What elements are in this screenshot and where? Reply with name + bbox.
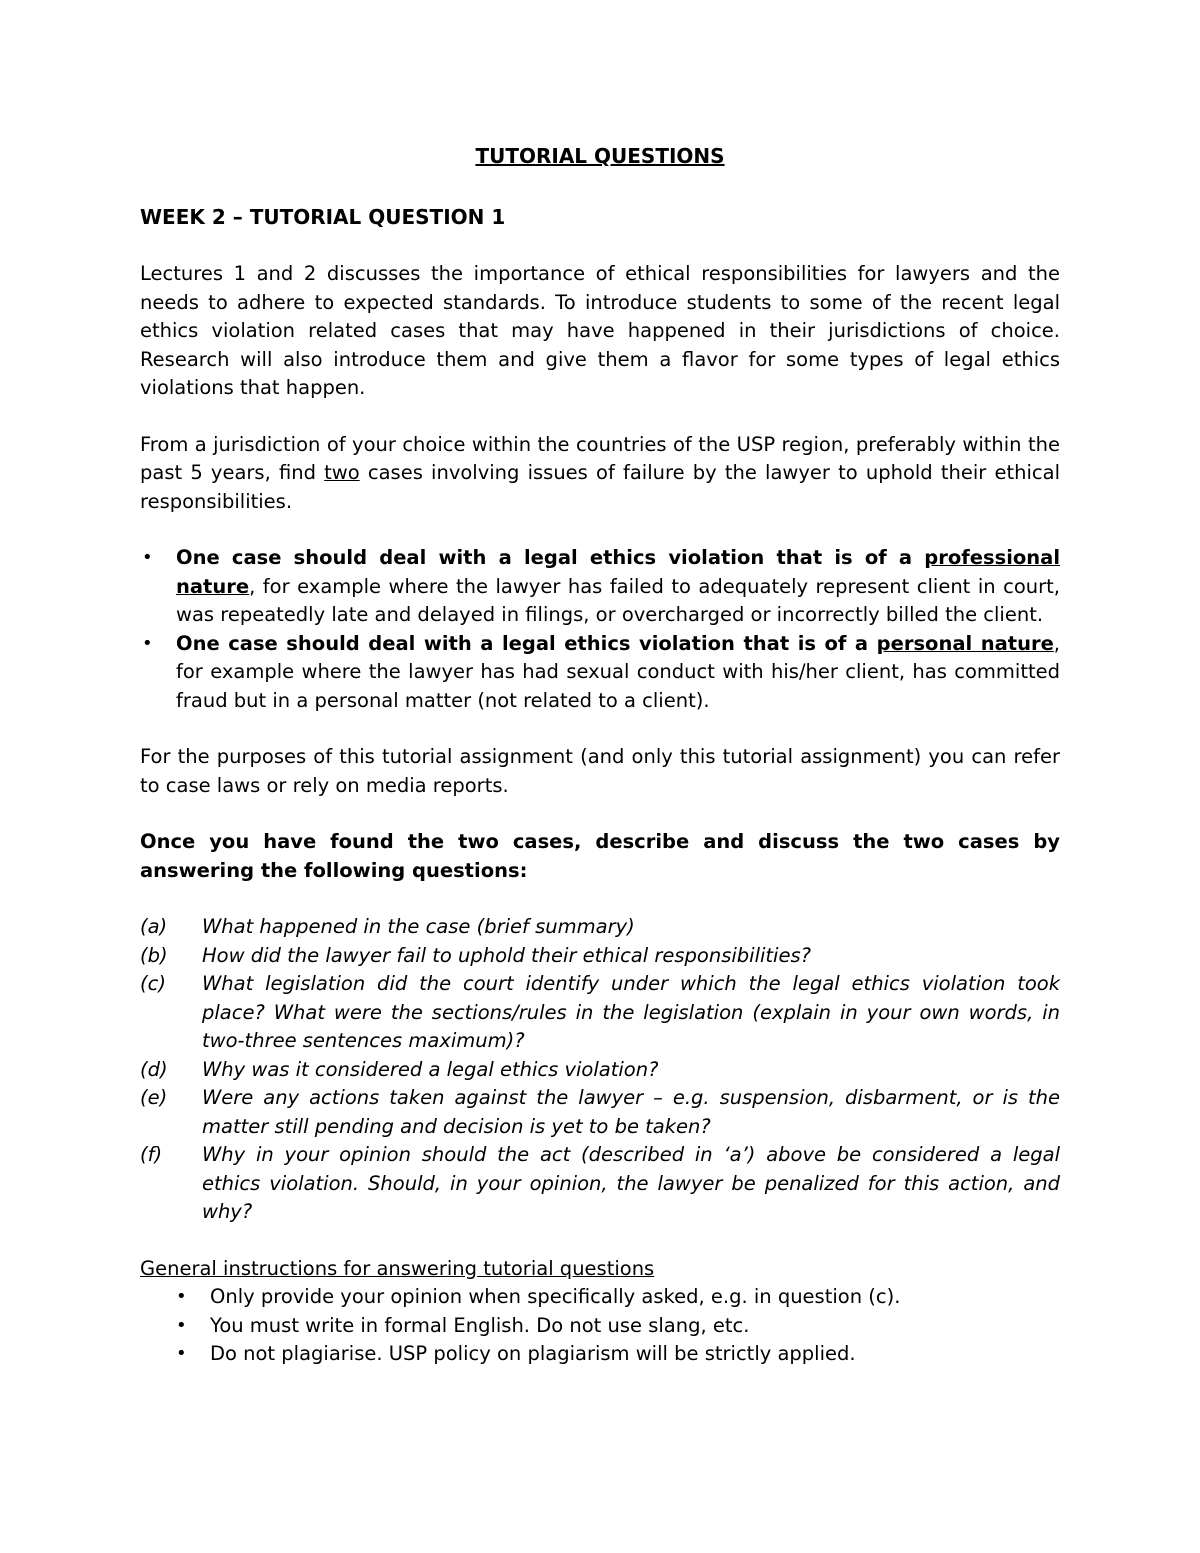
case-bullet-list (140, 544, 1060, 715)
question-item (140, 913, 1060, 942)
question-item (140, 970, 1060, 1056)
bullet-rest: , for example where the lawyer has failed to adequately represent client in court, was repeatedly late and delayed in filings, or overcharged or incorrectly billed the client. (176, 574, 1060, 626)
question-label: (f) (140, 1143, 163, 1166)
question-item (140, 1084, 1060, 1141)
question-text: Were any actions taken against the lawyer – e.g. suspension, disbarment, or is the matter still pending and decision is yet to be taken? (202, 1086, 1060, 1138)
case-bullet-personal (176, 630, 1060, 716)
general-instructions-heading: General instructions for answering tutorial questions (140, 1256, 655, 1280)
question-text: Why in your opinion should the act (described in ‘a’) above be considered a legal ethics violation. Should, in your opinion, the lawyer be penalized for this action, and why? (202, 1143, 1060, 1223)
question-text: How did the lawyer fail to uphold their ethical responsibilities? (202, 943, 811, 967)
document-title: TUTORIAL QUESTIONS (475, 144, 725, 168)
question-item (140, 942, 1060, 971)
question-text: What happened in the case (brief summary) (202, 915, 635, 938)
document-page (140, 138, 1060, 1369)
task-paragraph (140, 431, 1060, 517)
question-label: (a) (140, 915, 168, 938)
question-label: (e) (140, 1086, 168, 1109)
questions-intro: Once you have found the two cases, describe and discuss the two cases by answering the following questions: (140, 830, 1060, 882)
case-bullet-professional (176, 544, 1060, 630)
bullet-bold-lead: One case should deal with a legal ethics violation that is of a (176, 546, 925, 569)
general-instruction-item: • Do not plagiarise. USP policy on plagiarism will be strictly applied. (210, 1340, 1060, 1369)
general-instruction-item: • Only provide your opinion when specifically asked, e.g. in question (c). (210, 1283, 1060, 1312)
question-item (140, 1056, 1060, 1085)
question-label: (b) (140, 943, 168, 967)
week-heading: WEEK 2 – TUTORIAL QUESTION 1 (140, 205, 506, 229)
question-item (140, 1141, 1060, 1227)
question-label: (d) (140, 1057, 168, 1081)
question-list (140, 913, 1060, 1227)
question-text: What legislation did the court identify under which the legal ethics violation took place? What were the sections/rules in the legislation (explain in your own words, in two-three sentences maximum)? (202, 972, 1060, 1052)
task-emphasis: two (324, 461, 360, 484)
question-label: (c) (140, 972, 166, 995)
general-instruction-item: • You must write in formal English. Do not use slang, etc. (210, 1312, 1060, 1341)
general-instructions-list (140, 1283, 1060, 1369)
purpose-paragraph: For the purposes of this tutorial assignment (and only this tutorial assignment) you can refer to case laws or rely on media reports. (140, 745, 1060, 797)
intro-paragraph: Lectures 1 and 2 discusses the importance of ethical responsibilities for lawyers and the needs to adhere to expected standards. To introduce students to some of the recent legal ethics violation related cases that may have happened in their jurisdictions of choice. Research will also introduce them and give them a flavor for some types of legal ethics violations that happen. (140, 262, 1060, 399)
bullet-bold-underlined: personal nature (876, 631, 1054, 655)
bullet-bold-lead: One case should deal with a legal ethics violation that is of a (176, 631, 877, 655)
task-text-after: cases involving issues of failure by the lawyer to uphold their ethical responsibilities. (140, 461, 1060, 513)
bullet-rest: , for example where the lawyer has had sexual conduct with his/her client, has committed fraud but in a personal matter (not related to a client). (176, 631, 1060, 712)
task-text-before: From a jurisdiction of your choice within the countries of the USP region, preferably within the past 5 years, find (140, 432, 1060, 484)
bullet-bold-underlined: professional nature (176, 546, 1060, 598)
question-text: Why was it considered a legal ethics violation? (202, 1057, 659, 1081)
